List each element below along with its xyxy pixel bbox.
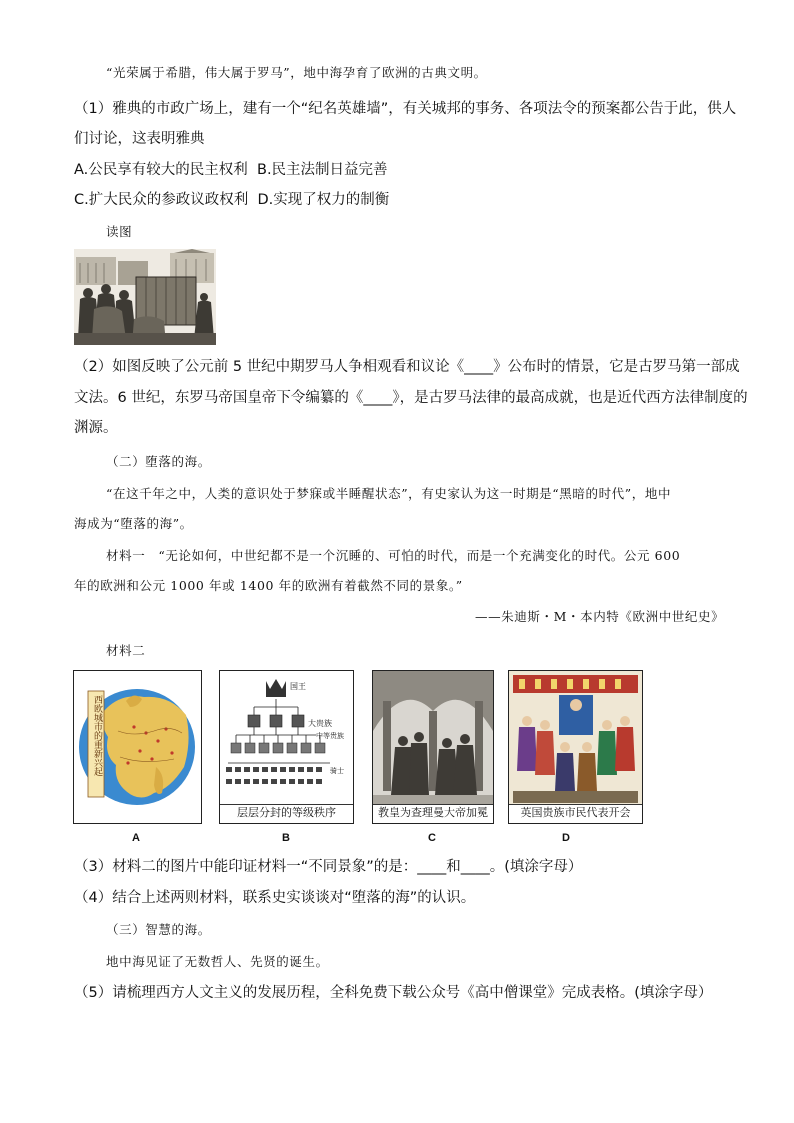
hierarchy-label-middle-nobles: 中等贵族 [316, 732, 344, 740]
roman-law-engraving [74, 249, 216, 345]
figure-c-caption: 教皇为查理曼大帝加冕 [373, 804, 493, 821]
question-4: （4）结合上述两则材料，联系史实谈谈对“堕落的海”的认识。 [74, 890, 476, 906]
figure-d-letter: D [562, 832, 570, 844]
figure-d-parliament [508, 670, 643, 824]
figure-c-letter: C [428, 832, 436, 844]
question-1-line-1: （1）雅典的市政广场上，建有一个“纪名英雄墙”，有关城邦的事务、各项法令的预案都公告于此，供人 [74, 101, 737, 117]
figure-d-caption: 英国贵族市民代表开会 [509, 804, 642, 821]
material-1-line-2: 年的欧洲和公元 1000 年或 1400 年的欧洲有着截然不同的景象。” [74, 578, 463, 593]
hierarchy-label-king: 国王 [290, 682, 306, 691]
parliament-svg [509, 671, 642, 805]
section-3-intro: 地中海见证了无数哲人、先贤的诞生。 [106, 954, 329, 969]
section-2-intro-line-1: “在这千年之中，人类的意识处于梦寐或半睡醒状态”，有史家认为这一时期是“黑暗的时代”，地中 [106, 486, 672, 501]
section-2-intro-line-2: 海成为“堕落的海”。 [74, 516, 193, 531]
question-1-line-2: 们讨论，这表明雅典 [74, 131, 205, 147]
figure-b-caption: 层层分封的等级秩序 [220, 804, 353, 821]
section-3-heading: （三）智慧的海。 [106, 922, 211, 937]
section-2-heading: （二）堕落的海。 [106, 454, 211, 469]
option-c-text: C.扩大民众的参政议政权利 [74, 192, 249, 208]
hierarchy-label-great-nobles: 大贵族 [308, 719, 332, 728]
engraving-svg [74, 249, 216, 345]
question-2-line-1: （2）如图反映了公元前 5 世纪中期罗马人争相观看和议论《____》公布时的情景，它是古罗马第一部成 [74, 359, 740, 375]
figure-a-letter: A [132, 832, 140, 844]
option-a-text: A.公民享有较大的民主权利 [74, 162, 248, 178]
question-2-line-3: 渊源。 [74, 420, 118, 436]
read-figure-label: 读图 [106, 224, 133, 239]
figure-b-hierarchy [219, 670, 354, 824]
material-1-source: ——朱迪斯・M・本内特《欧洲中世纪史》 [475, 609, 725, 624]
question-5: （5）请梳理西方人文主义的发展历程，全科免费下载公众号《高中僧课堂》完成表格。(填涂字母） [74, 985, 713, 1001]
material-1-line-1: 材料一 “无论如何，中世纪都不是一个沉睡的、可怕的时代，而是一个充满变化的时代。公元 600 [106, 548, 681, 563]
option-b-text: B.民主法制日益完善 [257, 162, 388, 178]
question-3: （3）材料二的图片中能印证材料一“不同景象”的是：____和____。(填涂字母） [74, 859, 583, 875]
figure-c-coronation [372, 670, 494, 824]
hierarchy-label-knights: 骑士 [330, 767, 344, 775]
option-a [74, 160, 388, 180]
question-2-line-2: 文法。6 世纪，东罗马帝国皇帝下令编纂的《____》，是古罗马法律的最高成就，也是近代西方法律制度的 [74, 390, 748, 406]
figure-b-letter: B [282, 832, 290, 844]
classical-quote: “光荣属于希腊，伟大属于罗马”，地中海孕育了欧洲的古典文明。 [106, 65, 487, 80]
figure-a-map-title: 西欧城市的重新兴起 [92, 695, 102, 776]
option-c [74, 190, 389, 210]
material-2-label: 材料二 [106, 643, 146, 658]
coronation-svg [373, 671, 493, 805]
option-d-text: D.实现了权力的制衡 [257, 192, 390, 208]
figure-a-map [73, 670, 202, 824]
